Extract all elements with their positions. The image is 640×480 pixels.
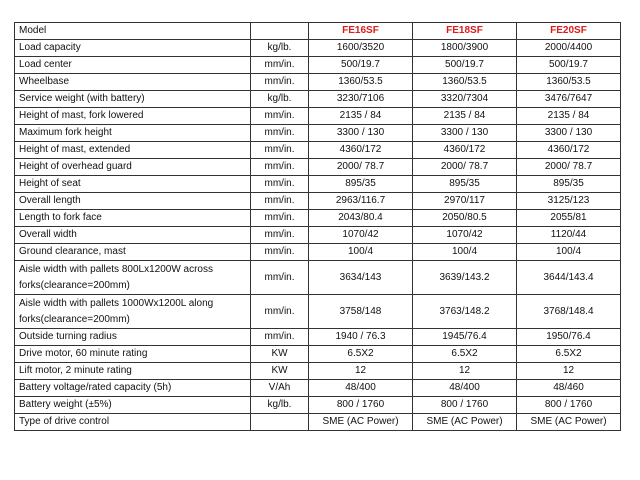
spec-unit: mm/in. [251, 57, 309, 74]
spec-unit: mm/in. [251, 142, 309, 159]
spec-value: 3758/148 [309, 295, 413, 329]
spec-row [15, 125, 621, 142]
header-unit [251, 23, 309, 40]
spec-value: 895/35 [413, 176, 517, 193]
spec-row [15, 159, 621, 176]
spec-value: 2000/4400 [517, 40, 621, 57]
spec-value: 1120/44 [517, 227, 621, 244]
spec-row [15, 210, 621, 227]
spec-value: 800 / 1760 [517, 397, 621, 414]
spec-value: 500/19.7 [309, 57, 413, 74]
spec-unit: kg/lb. [251, 40, 309, 57]
spec-unit: mm/in. [251, 210, 309, 227]
spec-value: 1950/76.4 [517, 329, 621, 346]
spec-label: Height of mast, extended [15, 142, 251, 159]
spec-label: Overall width [15, 227, 251, 244]
spec-unit: mm/in. [251, 295, 309, 329]
spec-value: 3230/7106 [309, 91, 413, 108]
spec-value: 2135 / 84 [309, 108, 413, 125]
spec-value: 1945/76.4 [413, 329, 517, 346]
spec-row [15, 74, 621, 91]
spec-unit: mm/in. [251, 193, 309, 210]
spec-value: 800 / 1760 [413, 397, 517, 414]
spec-value: 800 / 1760 [309, 397, 413, 414]
spec-unit: kg/lb. [251, 397, 309, 414]
spec-row [15, 397, 621, 414]
model-heading: FE18SF [413, 23, 517, 40]
spec-unit: V/Ah [251, 380, 309, 397]
spec-row [15, 57, 621, 74]
spec-value: 500/19.7 [517, 57, 621, 74]
spec-value: 1070/42 [309, 227, 413, 244]
spec-value: 4360/172 [517, 142, 621, 159]
spec-value: 3639/143.2 [413, 261, 517, 295]
spec-value: 3476/7647 [517, 91, 621, 108]
spec-value: 12 [517, 363, 621, 380]
spec-label: Height of overhead guard [15, 159, 251, 176]
spec-value: 2050/80.5 [413, 210, 517, 227]
spec-value: SME (AC Power) [413, 414, 517, 431]
spec-value: 3300 / 130 [413, 125, 517, 142]
spec-value: 895/35 [517, 176, 621, 193]
spec-unit [251, 414, 309, 431]
spec-value: 3320/7304 [413, 91, 517, 108]
spec-label: Wheelbase [15, 74, 251, 91]
spec-value: 6.5X2 [517, 346, 621, 363]
spec-value: 6.5X2 [309, 346, 413, 363]
spec-row [15, 227, 621, 244]
spec-row [15, 142, 621, 159]
spec-value: 6.5X2 [413, 346, 517, 363]
spec-value: 1600/3520 [309, 40, 413, 57]
spec-unit: mm/in. [251, 227, 309, 244]
spec-label: Lift motor, 2 minute rating [15, 363, 251, 380]
spec-value: 2055/81 [517, 210, 621, 227]
spec-row [15, 380, 621, 397]
spec-unit: mm/in. [251, 176, 309, 193]
spec-value: 12 [413, 363, 517, 380]
spec-label: Maximum fork height [15, 125, 251, 142]
spec-value: 2970/117 [413, 193, 517, 210]
spec-value: 1360/53.5 [413, 74, 517, 91]
spec-value: 48/400 [413, 380, 517, 397]
spec-value: 100/4 [309, 244, 413, 261]
spec-value: SME (AC Power) [309, 414, 413, 431]
spec-row [15, 244, 621, 261]
spec-unit: mm/in. [251, 261, 309, 295]
spec-unit: mm/in. [251, 244, 309, 261]
spec-row [15, 414, 621, 431]
spec-label: Overall length [15, 193, 251, 210]
spec-value: 500/19.7 [413, 57, 517, 74]
spec-value: 1800/3900 [413, 40, 517, 57]
spec-value: 2000/ 78.7 [309, 159, 413, 176]
spec-row [15, 261, 621, 295]
spec-value: 3763/148.2 [413, 295, 517, 329]
spec-label: Height of seat [15, 176, 251, 193]
spec-row [15, 363, 621, 380]
spec-value: 3125/123 [517, 193, 621, 210]
spec-row [15, 329, 621, 346]
spec-value: 12 [309, 363, 413, 380]
spec-value: 1360/53.5 [309, 74, 413, 91]
spec-value: 3300 / 130 [309, 125, 413, 142]
spec-row [15, 91, 621, 108]
spec-value: 2135 / 84 [517, 108, 621, 125]
spec-label: Load capacity [15, 40, 251, 57]
spec-row [15, 108, 621, 125]
spec-value: 2000/ 78.7 [413, 159, 517, 176]
spec-unit: kg/lb. [251, 91, 309, 108]
spec-row [15, 295, 621, 329]
spec-row [15, 176, 621, 193]
spec-value: 3300 / 130 [517, 125, 621, 142]
spec-row [15, 40, 621, 57]
spec-value: 48/460 [517, 380, 621, 397]
spec-label: Outside turning radius [15, 329, 251, 346]
spec-table [14, 22, 621, 431]
spec-label: Battery weight (±5%) [15, 397, 251, 414]
spec-value: 4360/172 [413, 142, 517, 159]
spec-value: 2043/80.4 [309, 210, 413, 227]
spec-value: SME (AC Power) [517, 414, 621, 431]
spec-row [15, 346, 621, 363]
spec-label: Aisle width with pallets 1000Wx1200L along forks(clearance=200mm) [15, 295, 251, 329]
spec-label: Load center [15, 57, 251, 74]
spec-label: Battery voltage/rated capacity (5h) [15, 380, 251, 397]
spec-unit: mm/in. [251, 125, 309, 142]
spec-value: 895/35 [309, 176, 413, 193]
spec-value: 1360/53.5 [517, 74, 621, 91]
spec-unit: mm/in. [251, 74, 309, 91]
spec-unit: KW [251, 346, 309, 363]
spec-value: 1070/42 [413, 227, 517, 244]
spec-row [15, 193, 621, 210]
spec-unit: mm/in. [251, 108, 309, 125]
spec-value: 2135 / 84 [413, 108, 517, 125]
spec-value: 48/400 [309, 380, 413, 397]
spec-value: 100/4 [517, 244, 621, 261]
spec-unit: mm/in. [251, 159, 309, 176]
spec-unit: KW [251, 363, 309, 380]
spec-label: Height of mast, fork lowered [15, 108, 251, 125]
model-heading: FE20SF [517, 23, 621, 40]
header-label: Model [15, 23, 251, 40]
spec-label: Length to fork face [15, 210, 251, 227]
spec-value: 3768/148.4 [517, 295, 621, 329]
spec-label: Ground clearance, mast [15, 244, 251, 261]
spec-value: 2000/ 78.7 [517, 159, 621, 176]
spec-value: 100/4 [413, 244, 517, 261]
spec-value: 2963/116.7 [309, 193, 413, 210]
model-heading: FE16SF [309, 23, 413, 40]
spec-unit: mm/in. [251, 329, 309, 346]
spec-value: 4360/172 [309, 142, 413, 159]
spec-label: Type of drive control [15, 414, 251, 431]
spec-value: 1940 / 76.3 [309, 329, 413, 346]
header-row [15, 23, 621, 40]
spec-value: 3634/143 [309, 261, 413, 295]
spec-label: Drive motor, 60 minute rating [15, 346, 251, 363]
spec-label: Service weight (with battery) [15, 91, 251, 108]
spec-value: 3644/143.4 [517, 261, 621, 295]
spec-label: Aisle width with pallets 800Lx1200W across forks(clearance=200mm) [15, 261, 251, 295]
